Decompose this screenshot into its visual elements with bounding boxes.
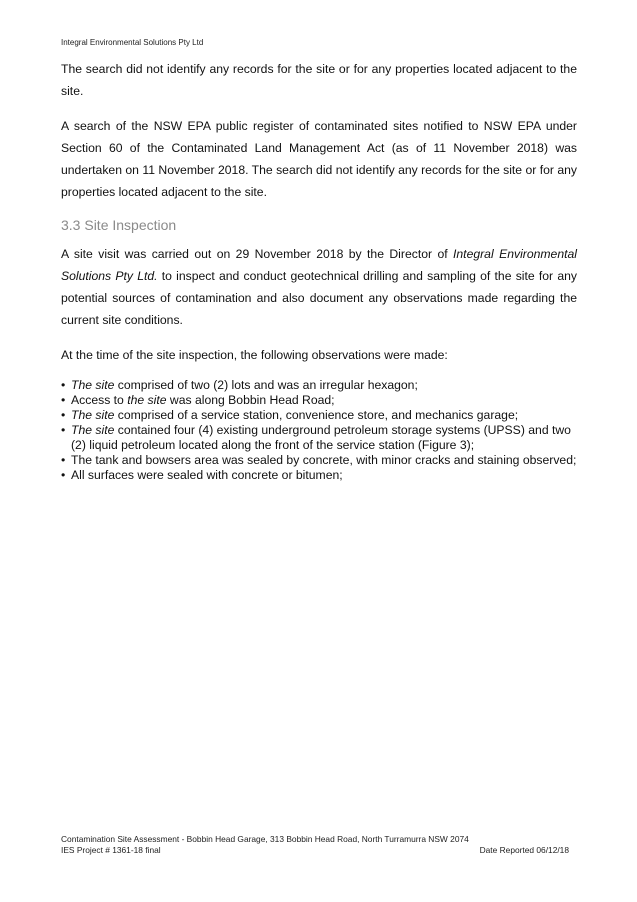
italic-text: The site xyxy=(71,423,115,437)
list-item xyxy=(61,393,577,408)
section-heading: 3.3 Site Inspection xyxy=(61,217,177,233)
italic-text: The site xyxy=(71,408,115,422)
bullet-icon: • xyxy=(61,408,66,422)
text-run: contained four (4) existing underground petroleum storage systems (UPSS) and two (2) liquid petroleum located along the front of the service station (Figure 3); xyxy=(71,423,571,452)
paragraph-observations-intro: At the time of the site inspection, the following observations were made: xyxy=(61,348,448,362)
bullet-icon: • xyxy=(61,378,66,392)
text-run: The tank and bowsers area was sealed by concrete, with minor cracks and staining observed; xyxy=(71,453,577,467)
italic-company-name: Integral Environmental Solutions Pty Ltd. xyxy=(61,247,577,283)
paragraph-site-visit xyxy=(61,243,577,331)
list-item xyxy=(61,453,577,468)
footer-project-number: IES Project # 1361-18 final xyxy=(61,845,161,855)
footer-meta-row xyxy=(61,845,569,856)
observation-list xyxy=(61,378,577,483)
text-run: to inspect and conduct geotechnical drilling and sampling of the site for any potential sources of contamination and also document any observations made regarding the current site conditions. xyxy=(61,269,577,327)
footer-report-date: Date Reported 06/12/18 xyxy=(479,845,569,855)
text-run: Access to xyxy=(71,393,128,407)
page-header: Integral Environmental Solutions Pty Ltd xyxy=(61,38,204,47)
bullet-icon: • xyxy=(61,453,66,467)
bullet-icon: • xyxy=(61,468,66,482)
text-run: comprised of two (2) lots and was an irregular hexagon; xyxy=(114,378,418,392)
bullet-icon: • xyxy=(61,393,66,407)
paragraph-epa-register: A search of the NSW EPA public register of contaminated sites notified to NSW EPA under Section 60 of the Contaminated Land Management Act (as of 11 November 2018) was undertaken on 11 November 2018. The search did not identify any records for the site or for any properties located adjacent to the site. xyxy=(61,119,577,199)
text-run: A site visit was carried out on 29 November 2018 by the Director of xyxy=(61,247,454,261)
italic-text: The site xyxy=(71,378,115,392)
list-item xyxy=(61,408,577,423)
paragraph-search-result: The search did not identify any records for the site or for any properties located adjacent to the site. xyxy=(61,62,577,98)
italic-text: the site xyxy=(127,393,167,407)
list-item xyxy=(61,468,577,483)
text-run: comprised of a service station, convenience store, and mechanics garage; xyxy=(114,408,519,422)
text-run: All surfaces were sealed with concrete or bitumen; xyxy=(71,468,343,482)
footer-document-title: Contamination Site Assessment - Bobbin Head Garage, 313 Bobbin Head Road, North Turramurra NSW 2074 xyxy=(61,834,469,844)
text-run: was along Bobbin Head Road; xyxy=(166,393,335,407)
page-footer xyxy=(61,834,569,856)
list-item xyxy=(61,423,577,453)
bullet-icon: • xyxy=(61,423,66,437)
list-item xyxy=(61,378,577,393)
document-body xyxy=(61,58,577,483)
